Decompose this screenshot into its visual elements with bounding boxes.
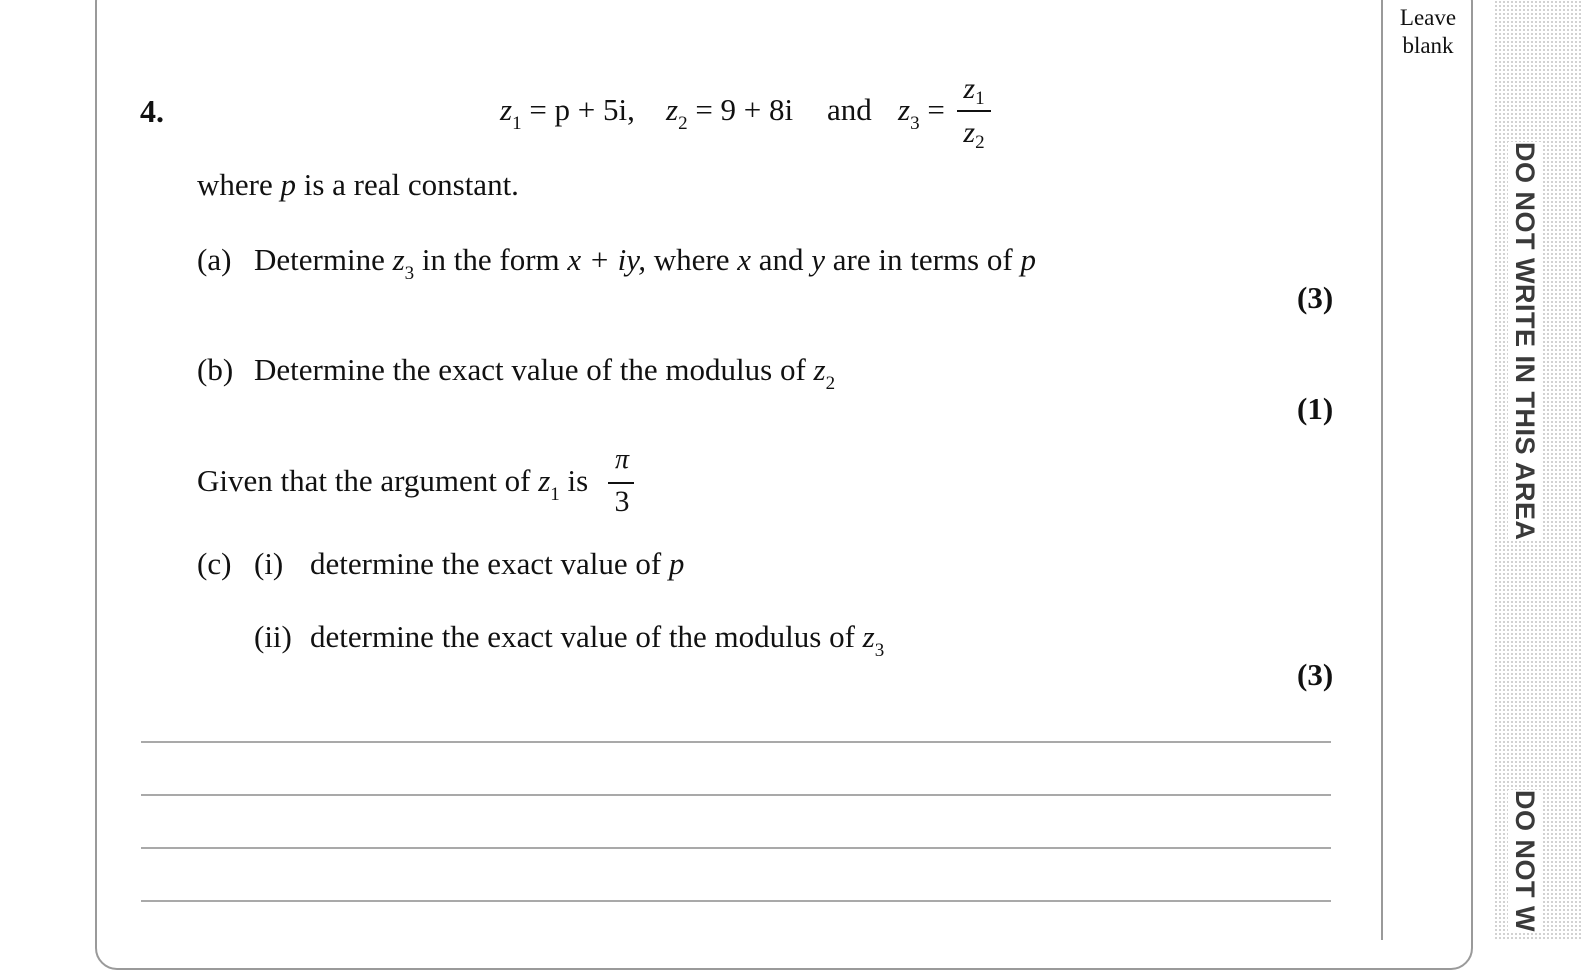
leave-blank-label: Leave blank — [1399, 5, 1457, 58]
pi-numerator: π — [614, 444, 630, 475]
leave-blank-divider — [1381, 0, 1383, 940]
do-not-write-notice-partial: DO NOT W — [1510, 790, 1540, 932]
answer-line[interactable] — [141, 847, 1331, 849]
given-statement: Given that the argument of $z_1$ is — [197, 463, 589, 505]
equation-z2: $z_2 = 9 + 8i$ — [666, 92, 794, 134]
answer-line[interactable] — [141, 794, 1331, 796]
question-number: 4. — [140, 93, 164, 129]
part-c-i-label: (i) — [254, 546, 284, 581]
pi-fraction-bar — [608, 482, 634, 484]
equation-and: and — [827, 92, 872, 127]
fraction-denominator: $z_2$ — [963, 116, 985, 153]
part-b-marks: (1) — [1297, 391, 1334, 426]
part-c-marks: (3) — [1297, 657, 1334, 692]
fraction-bar — [957, 110, 991, 112]
pi-denominator: 3 — [614, 485, 630, 518]
part-c-label: (c) — [197, 546, 232, 581]
part-c-ii-text: determine the exact value of the modulus of $z_3$ — [310, 619, 885, 661]
answer-line[interactable] — [141, 741, 1331, 743]
part-b-label: (b) — [197, 352, 234, 387]
equation-z3: $z_3$ = — [898, 92, 945, 134]
part-c-i-text: determine the exact value of p — [310, 546, 685, 581]
constant-statement: where p is a real constant. — [197, 167, 519, 202]
part-b-text: Determine the exact value of the modulus of $z_2$ — [254, 352, 836, 394]
part-c-ii-label: (ii) — [254, 619, 292, 654]
do-not-write-notice: DO NOT WRITE IN THIS AREA — [1510, 142, 1540, 541]
fraction-numerator: $z_1$ — [963, 72, 985, 109]
part-a-label: (a) — [197, 242, 232, 277]
answer-line[interactable] — [141, 900, 1331, 902]
part-a-text: Determine $z_3$ in the form x + iy, where x and y are in terms of p — [254, 242, 1036, 284]
equation-z1: $z_1 = p + 5i$, — [500, 92, 635, 134]
part-a-marks: (3) — [1297, 280, 1334, 315]
